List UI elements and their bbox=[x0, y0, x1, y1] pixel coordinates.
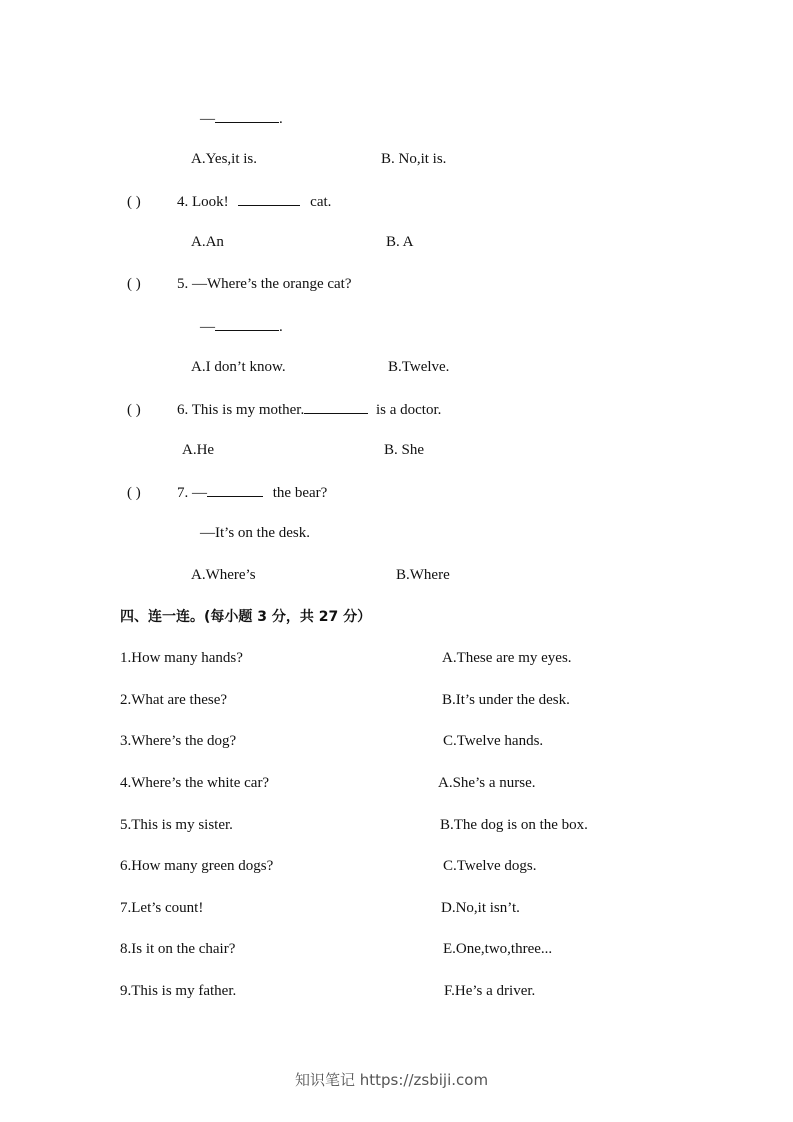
q7-reply: —It’s on the desk. bbox=[200, 525, 310, 541]
q4-blank[interactable] bbox=[238, 192, 300, 206]
q3-answer-suffix: . bbox=[279, 111, 283, 127]
q5-answer-prefix: — bbox=[200, 319, 215, 335]
q7-blank[interactable] bbox=[207, 483, 263, 497]
q4-prompt-before: 4. Look! bbox=[177, 194, 229, 210]
match-left-item[interactable]: 8.Is it on the chair? bbox=[120, 941, 236, 957]
q7-answer-paren[interactable]: ( ) bbox=[127, 485, 141, 501]
match-left-item[interactable]: 9.This is my father. bbox=[120, 983, 237, 999]
q7-option-b[interactable]: B.Where bbox=[396, 567, 450, 583]
q6-answer-paren[interactable]: ( ) bbox=[127, 402, 141, 418]
q3-answer-blank[interactable] bbox=[215, 109, 279, 123]
match-right-item[interactable]: F.He’s a driver. bbox=[444, 983, 536, 999]
match-left-item[interactable]: 3.Where’s the dog? bbox=[120, 733, 237, 749]
q6-prompt-line bbox=[127, 400, 441, 419]
section-4-title: 四、连一连。(每小题 3 分，共 27 分） bbox=[120, 609, 372, 625]
match-left-item[interactable]: 7.Let’s count! bbox=[120, 900, 204, 916]
match-right-item[interactable]: B.It’s under the desk. bbox=[442, 692, 570, 708]
q7-prompt-after: the bear? bbox=[272, 485, 328, 501]
match-right-item[interactable]: B.The dog is on the box. bbox=[440, 817, 588, 833]
q7-prompt-before: 7. — bbox=[177, 485, 207, 501]
match-right-item[interactable]: C.Twelve dogs. bbox=[443, 858, 537, 874]
q6-option-b[interactable]: B. She bbox=[384, 442, 425, 458]
q5-prompt-line bbox=[127, 275, 352, 293]
match-left-item[interactable]: 6.How many green dogs? bbox=[120, 858, 274, 874]
q5-prompt: 5. —Where’s the orange cat? bbox=[177, 276, 352, 292]
match-left-item[interactable]: 4.Where’s the white car? bbox=[120, 775, 270, 791]
q5-answer-blank[interactable] bbox=[215, 317, 279, 331]
q3-answer-prefix: — bbox=[200, 111, 215, 127]
match-right-item[interactable]: E.One,two,three... bbox=[443, 941, 553, 957]
footer-watermark: 知识笔记 https://zsbiji.com bbox=[295, 1071, 489, 1089]
match-right-item[interactable]: A.She’s a nurse. bbox=[438, 775, 536, 791]
q5-option-a[interactable]: A.I don’t know. bbox=[191, 359, 286, 375]
q6-prompt-before: 6. This is my mother. bbox=[177, 402, 305, 418]
q6-option-a[interactable]: A.He bbox=[182, 442, 215, 458]
q3-option-a[interactable]: A.Yes,it is. bbox=[191, 151, 257, 167]
q5-answer-paren[interactable]: ( ) bbox=[127, 276, 141, 292]
match-left-item[interactable]: 2.What are these? bbox=[120, 692, 228, 708]
q4-answer-paren[interactable]: ( ) bbox=[127, 194, 141, 210]
q4-prompt-line bbox=[127, 192, 331, 211]
q6-prompt-after: is a doctor. bbox=[375, 402, 442, 418]
q7-prompt-line bbox=[127, 483, 327, 502]
match-right-item[interactable]: A.These are my eyes. bbox=[442, 650, 572, 666]
match-right-item[interactable]: D.No,it isn’t. bbox=[441, 900, 520, 916]
q6-blank[interactable] bbox=[304, 400, 368, 414]
match-left-item[interactable]: 5.This is my sister. bbox=[120, 817, 233, 833]
q7-option-a[interactable]: A.Where’s bbox=[191, 567, 256, 583]
q4-option-b[interactable]: B. A bbox=[386, 234, 414, 250]
match-right-item[interactable]: C.Twelve hands. bbox=[443, 733, 544, 749]
q5-option-b[interactable]: B.Twelve. bbox=[388, 359, 450, 375]
q5-answer-suffix: . bbox=[279, 319, 283, 335]
match-left-item[interactable]: 1.How many hands? bbox=[120, 650, 243, 666]
q5-answer-line bbox=[200, 317, 283, 336]
q3-answer-line bbox=[200, 109, 283, 128]
q4-option-a[interactable]: A.An bbox=[191, 234, 224, 250]
q4-prompt-after: cat. bbox=[310, 194, 332, 210]
q3-option-b[interactable]: B. No,it is. bbox=[381, 151, 447, 167]
